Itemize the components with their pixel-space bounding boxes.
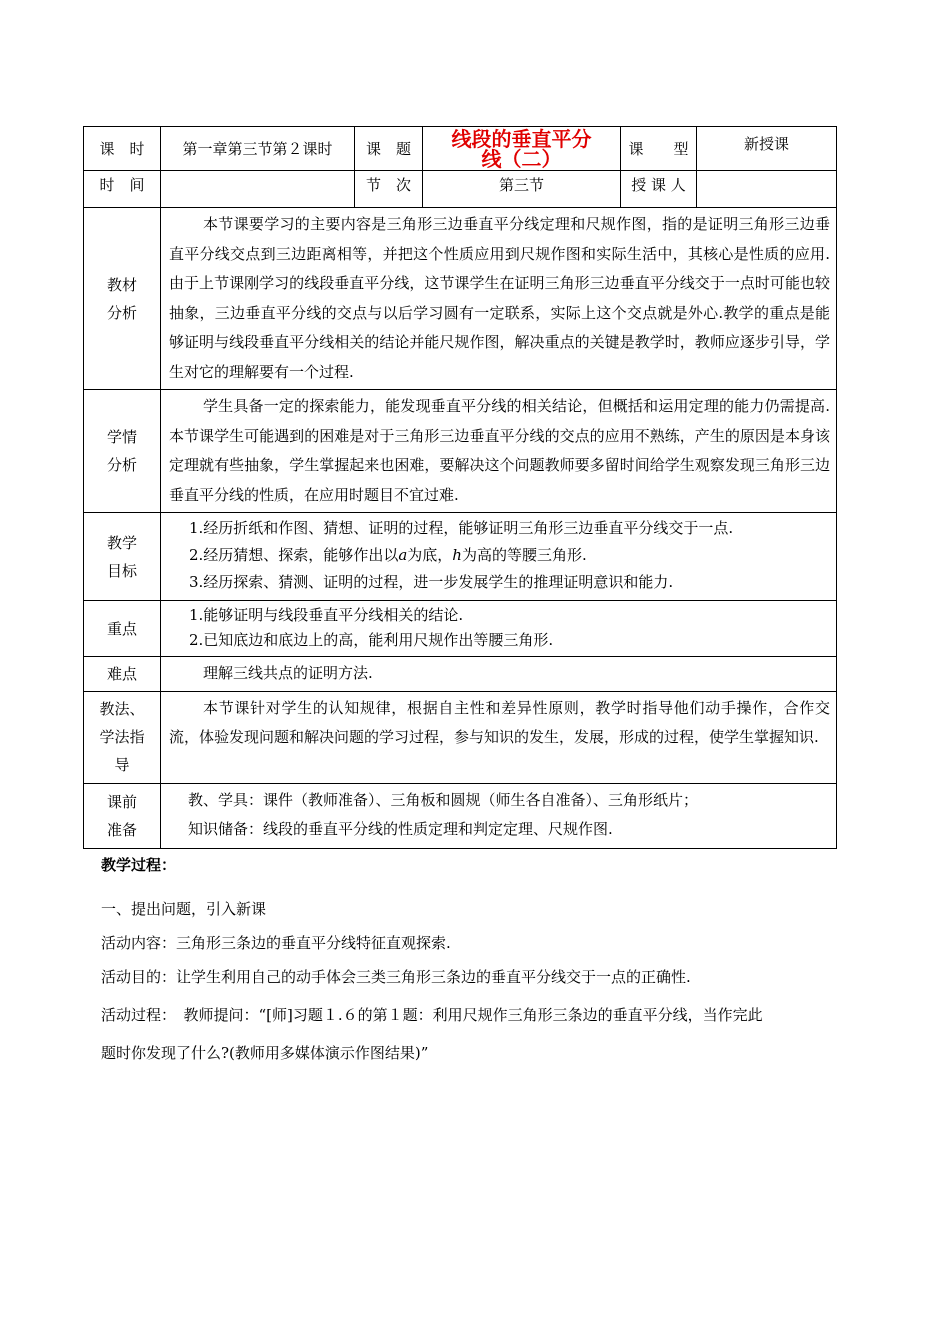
preparation-label [84, 783, 161, 848]
class-hour-value: 第一章第三节第２课时 [161, 127, 355, 171]
activity-content: 活动内容：三角形三条边的垂直平分线特征直观探索. [101, 934, 451, 952]
key-point-1: 1.能够证明与线段垂直平分线相关的结论. [189, 606, 464, 624]
goal-text: 为底， [407, 546, 453, 564]
period-value: 第三节 [423, 171, 621, 208]
process-heading: 教学过程： [101, 856, 177, 874]
student-analysis-text: 学生具备一定的探索能力，能发现垂直平分线的相关结论，但概括和运用定理的能力仍需提高. 本节课学生可能遇到的困难是对于三角形三边垂直平分线的交点的应用不熟练，产生的原因是本身该定理就有些抽象，学生掌握起来也困难，要解决这个问题教师要多留时间给学生观察发现三角形三边垂直平分线的性质，在应用时题目不宜过难. [161, 390, 837, 513]
goal-text: 为高的等腰三角形. [461, 546, 587, 564]
key-points-list [161, 601, 837, 657]
teaching-goals-label [84, 513, 161, 601]
label-line: 学法指 [99, 728, 145, 746]
label-line: 分析 [106, 303, 137, 322]
key-point-2: 2.已知底边和底边上的高，能利用尺规作出等腰三角形. [189, 631, 554, 649]
topic-line-2: 线（二） [481, 146, 562, 171]
label-line: 学情 [106, 428, 137, 446]
variable-a: a [398, 546, 408, 564]
teaching-goals-list [161, 513, 837, 601]
variable-h: h [452, 546, 462, 564]
teacher-label: 授 课 人 [621, 171, 697, 208]
goal-item-1: 1.经历折纸和作图、猜想、证明的过程，能够证明三角形三边垂直平分线交于一点. [189, 519, 734, 537]
method-guidance-text: 本节课针对学生的认知规律，根据自主性和差异性原则，教学时指导他们动手操作，合作交流，体验发现问题和解决问题的学习过程，参与知识的发生，发展，形成的过程，使学生掌握知识. [161, 691, 837, 783]
period-label: 节 次 [355, 171, 423, 208]
preparation-line-2: 知识储备：线段的垂直平分线的性质定理和判定定理、尺规作图. [188, 820, 613, 838]
label-line: 课前 [106, 792, 137, 811]
time-label: 时 间 [84, 171, 161, 208]
preparation-line-1: 教、学具：课件（教师准备）、三角板和圆规（师生各自准备）、三角形纸片； [188, 790, 699, 809]
label-line: 目标 [106, 561, 137, 580]
student-analysis-label [84, 390, 161, 513]
preparation-text [161, 783, 837, 848]
goal-text: 2.经历猜想、探索，能够作出以 [189, 546, 399, 564]
goal-item-3: 3.经历探索、猜测、证明的过程，进一步发展学生的推理证明意识和能力. [189, 573, 674, 591]
label-line: 导 [114, 756, 130, 774]
method-guidance-label [84, 691, 161, 783]
lesson-plan-table [83, 126, 846, 849]
topic-value [423, 127, 621, 171]
teaching-process [101, 856, 861, 1062]
topic-label: 课 题 [355, 127, 423, 171]
textbook-analysis-text: 本节课要学习的主要内容是三角形三边垂直平分线定理和尺规作图，指的是证明三角形三边垂直平分线交点到三边距离相等，并把这个性质应用到尺规作图和实际生活中，其核心是性质的应用.由于上节课刚学习的线段垂直平分线，这节课学生在证明三角形三边垂直平分线交于一点时可能也较抽象，三边垂直平分线的交点与以后学习圆有一定联系，实际上这个交点就是外心.教学的重点是能够证明与线段垂直平分线相关的结论并能尺规作图，解决重点的关键是教学时，教师应逐步引导，学生对它的理解要有一个过程. [161, 208, 837, 390]
textbook-analysis-label [84, 208, 161, 390]
activity-procedure-line-2: 题时你发现了什么?(教师用多媒体演示作图结果)” [101, 1044, 429, 1062]
difficulty-label: 难点 [84, 657, 161, 692]
time-value [161, 171, 355, 208]
label-line: 准备 [106, 820, 137, 839]
label-line: 分析 [106, 456, 137, 474]
label-line: 教法、 [99, 700, 145, 718]
class-hour-label: 课 时 [84, 127, 161, 171]
label-line: 教学 [106, 533, 137, 552]
activity-procedure-line-1: 活动过程： 教师提问：“[师]习题１.６的第１题：利用尺规作三角形三条边的垂直平分线，当作完此 [101, 1006, 763, 1024]
difficulty-text: 理解三线共点的证明方法. [161, 657, 837, 692]
lesson-type-value: 新授课 [697, 127, 837, 171]
teacher-value [697, 171, 837, 208]
key-points-label: 重点 [84, 601, 161, 657]
lesson-type-label: 课 型 [621, 127, 697, 171]
process-step-1: 一、提出问题，引入新课 [101, 900, 267, 918]
label-line: 教材 [106, 275, 137, 294]
activity-purpose: 活动目的：让学生利用自己的动手体会三类三角形三条边的垂直平分线交于一点的正确性. [101, 968, 691, 986]
topic-line-1: 线段的垂直平分 [451, 126, 592, 151]
goal-item-2 [189, 542, 830, 569]
